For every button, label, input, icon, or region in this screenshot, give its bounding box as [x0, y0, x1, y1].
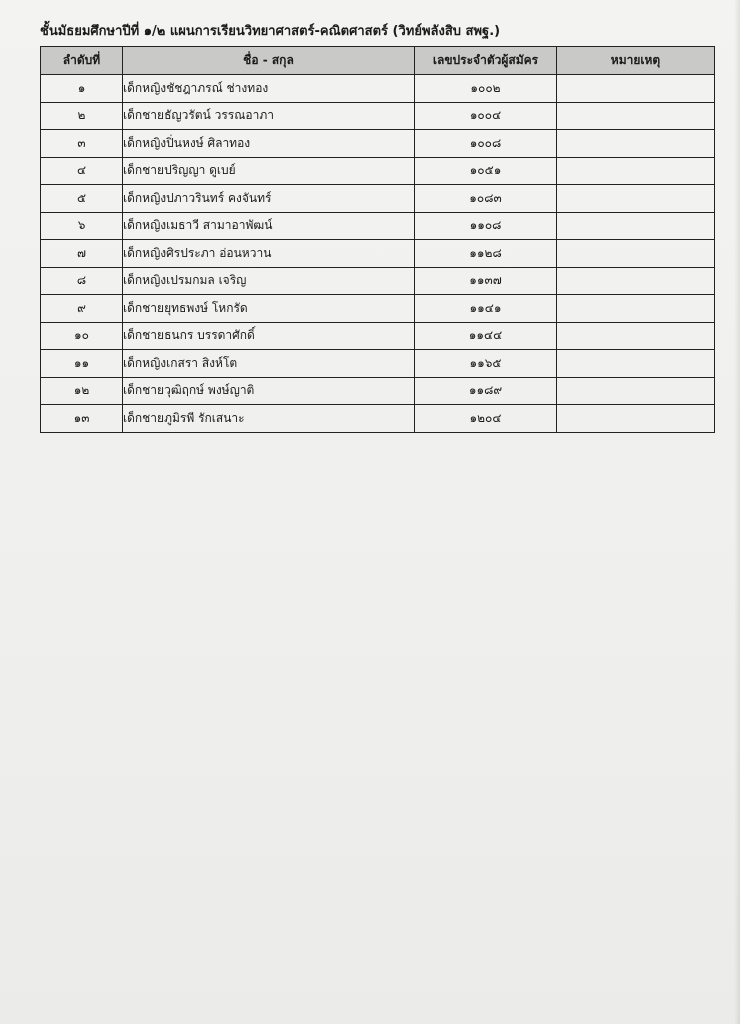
- cell-remarks: [557, 295, 715, 323]
- cell-remarks: [557, 102, 715, 130]
- table-row: [41, 185, 715, 213]
- cell-name: เด็กชายยุทธพงษ์ โหกรัด: [123, 295, 415, 323]
- cell-applicant-id: ๑๑๔๑: [415, 295, 557, 323]
- cell-applicant-id: ๑๐๕๑: [415, 157, 557, 185]
- cell-remarks: [557, 212, 715, 240]
- cell-order: ๑๓: [41, 405, 123, 433]
- cell-order: ๑: [41, 75, 123, 103]
- cell-name: เด็กหญิงศิรประภา อ่อนหวาน: [123, 240, 415, 268]
- cell-name: เด็กหญิงเมธาวี สามาอาพัฒน์: [123, 212, 415, 240]
- cell-applicant-id: ๑๑๘๙: [415, 377, 557, 405]
- cell-remarks: [557, 130, 715, 158]
- table-row: [41, 102, 715, 130]
- table-row: [41, 377, 715, 405]
- table-row: [41, 157, 715, 185]
- cell-order: ๑๐: [41, 322, 123, 350]
- cell-applicant-id: ๑๐๐๘: [415, 130, 557, 158]
- cell-name: เด็กหญิงปิ่นหงษ์ ศิลาทอง: [123, 130, 415, 158]
- cell-order: ๑๑: [41, 350, 123, 378]
- table-row: [41, 75, 715, 103]
- cell-order: ๖: [41, 212, 123, 240]
- cell-remarks: [557, 322, 715, 350]
- cell-name: เด็กหญิงเกสรา สิงห์โต: [123, 350, 415, 378]
- table-row: [41, 350, 715, 378]
- table-row: [41, 405, 715, 433]
- cell-name: เด็กชายธัญวรัตน์ วรรณอาภา: [123, 102, 415, 130]
- cell-remarks: [557, 157, 715, 185]
- cell-order: ๕: [41, 185, 123, 213]
- header-remarks: หมายเหตุ: [557, 47, 715, 75]
- cell-order: ๑๒: [41, 377, 123, 405]
- cell-order: ๘: [41, 267, 123, 295]
- header-order: ลำดับที่: [41, 47, 123, 75]
- cell-applicant-id: ๑๐๐๔: [415, 102, 557, 130]
- table-row: [41, 267, 715, 295]
- cell-name: เด็กชายธนกร บรรดาศักดิ์: [123, 322, 415, 350]
- table-row: [41, 295, 715, 323]
- cell-remarks: [557, 267, 715, 295]
- cell-name: เด็กชายภูมิรพี รักเสนาะ: [123, 405, 415, 433]
- cell-remarks: [557, 240, 715, 268]
- student-roster-table: [40, 46, 715, 433]
- cell-applicant-id: ๑๑๓๗: [415, 267, 557, 295]
- cell-name: เด็กชายวุฒิฤกษ์ พงษ์ญาติ: [123, 377, 415, 405]
- table-row: [41, 212, 715, 240]
- cell-order: ๙: [41, 295, 123, 323]
- table-header-row: [41, 47, 715, 75]
- cell-remarks: [557, 350, 715, 378]
- cell-name: เด็กหญิงชัชฎาภรณ์ ช่างทอง: [123, 75, 415, 103]
- cell-applicant-id: ๑๑๐๘: [415, 212, 557, 240]
- table-row: [41, 240, 715, 268]
- cell-order: ๓: [41, 130, 123, 158]
- table-row: [41, 322, 715, 350]
- page-edge-shadow: [734, 0, 740, 1024]
- cell-applicant-id: ๑๑๔๔: [415, 322, 557, 350]
- cell-remarks: [557, 75, 715, 103]
- cell-applicant-id: ๑๑๒๘: [415, 240, 557, 268]
- cell-order: ๔: [41, 157, 123, 185]
- cell-order: ๗: [41, 240, 123, 268]
- cell-name: เด็กชายปริญญา ดูเบย์: [123, 157, 415, 185]
- cell-applicant-id: ๑๑๖๕: [415, 350, 557, 378]
- header-name: ชื่อ - สกุล: [123, 47, 415, 75]
- document-title: ชั้นมัธยมศึกษาปีที่ ๑/๒ แผนการเรียนวิทยาศาสตร์-คณิตศาสตร์ (วิทย์พลังสิบ สพฐ.): [40, 24, 501, 39]
- cell-name: เด็กหญิงเปรมกมล เจริญ: [123, 267, 415, 295]
- cell-applicant-id: ๑๐๐๒: [415, 75, 557, 103]
- cell-applicant-id: ๑๐๘๓: [415, 185, 557, 213]
- table-row: [41, 130, 715, 158]
- cell-name: เด็กหญิงปภาวรินทร์ คงจันทร์: [123, 185, 415, 213]
- cell-order: ๒: [41, 102, 123, 130]
- cell-remarks: [557, 405, 715, 433]
- cell-remarks: [557, 377, 715, 405]
- cell-applicant-id: ๑๒๐๔: [415, 405, 557, 433]
- cell-remarks: [557, 185, 715, 213]
- header-applicant-id: เลขประจำตัวผู้สมัคร: [415, 47, 557, 75]
